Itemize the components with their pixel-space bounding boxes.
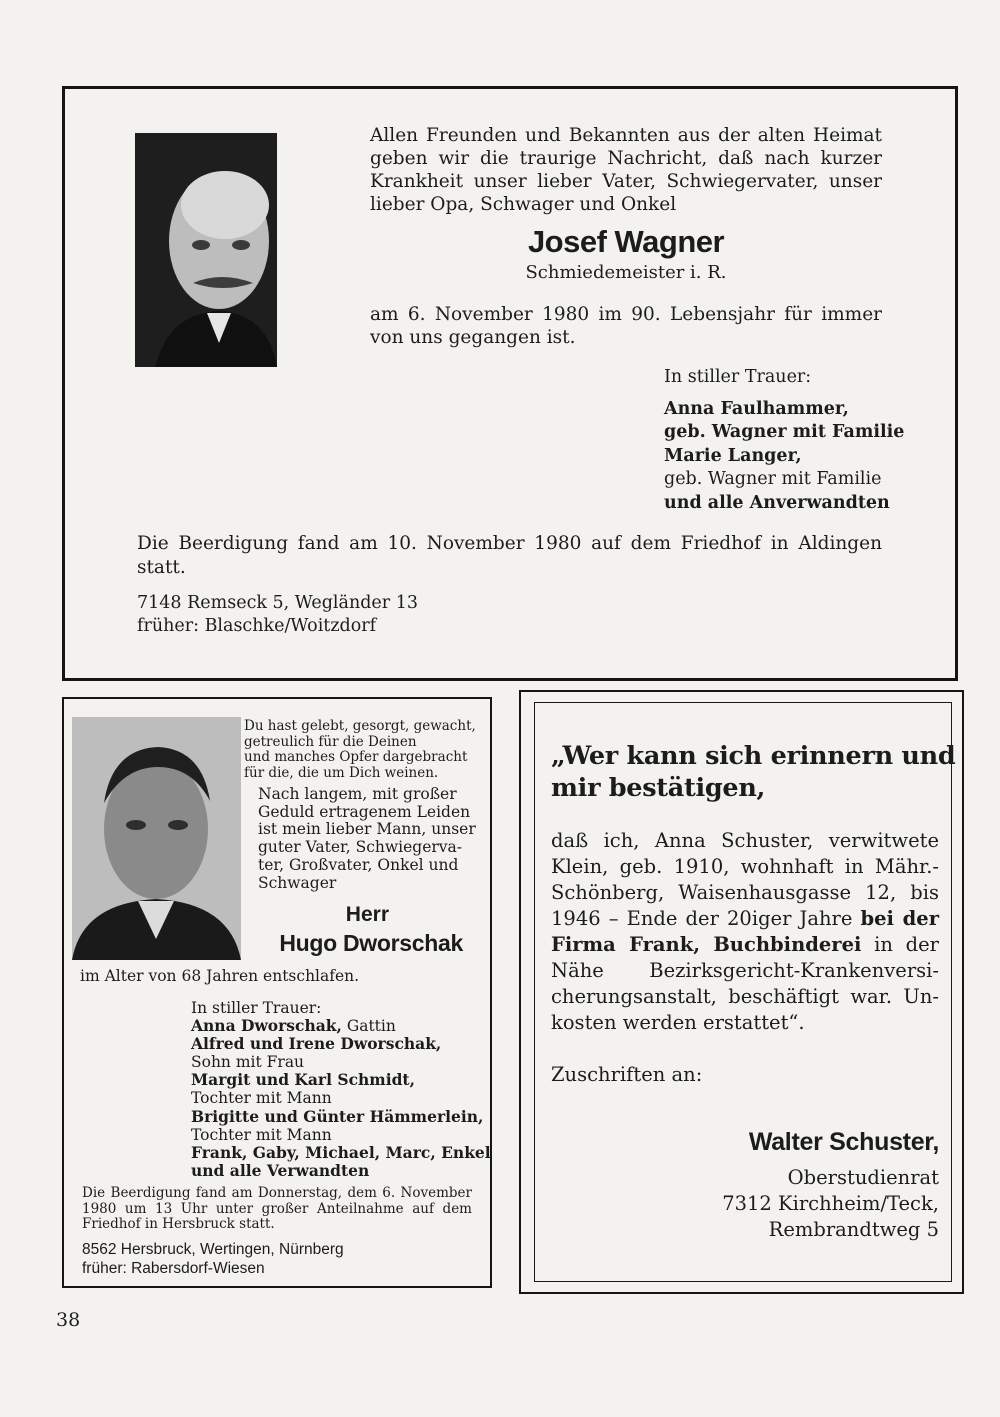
reply-label: Zuschriften an:: [551, 1063, 703, 1086]
mourners-block: [664, 366, 904, 515]
age-line: im Alter von 68 Jahren entschlafen.: [80, 967, 360, 985]
deceased-title: Schmiedemeister i. R.: [525, 262, 727, 283]
poem-line: für die, die um Dich weinen.: [244, 764, 439, 781]
body-line: Firma Frank, Buchbinderei in der: [551, 933, 939, 956]
notice1-death-text: [370, 303, 882, 349]
search-body: [551, 828, 939, 1036]
notice2-line: ist mein lieber Mann, unser: [258, 820, 476, 839]
portrait-photo-hugo-dworschak: [72, 717, 241, 960]
mourning-heading-2: In stiller Trauer:: [191, 999, 322, 1017]
headline-line: mir bestätigen,: [551, 773, 766, 803]
mourner-line: geb. Wagner mit Familie: [664, 469, 882, 489]
headline-line: „Wer kann sich erinnern und: [551, 741, 956, 771]
body-line: daß ich, Anna Schuster, verwitwete: [551, 829, 939, 852]
former-home-2: früher: Rabersdorf-Wiesen: [82, 1260, 265, 1277]
notice2-line: guter Vater, Schwiegerva-: [258, 838, 463, 857]
notice2-line: ter, Großvater, Onkel und: [258, 855, 459, 874]
notice2-text: [258, 786, 476, 892]
body-line: kosten werden erstattet“.: [551, 1011, 805, 1034]
address: 7148 Remseck 5, Wegländer 13: [137, 593, 418, 613]
intro-line: Allen Freunden und Bekannten aus der alten Heimat: [370, 125, 882, 146]
intro-line: lieber Opa, Schwager und Onkel: [370, 194, 677, 215]
mourner-line: geb. Wagner mit Familie: [664, 422, 905, 442]
page-number: 38: [56, 1309, 81, 1331]
mourner-line-2: und alle Verwandten: [191, 1160, 370, 1180]
body-line: Nähe Bezirksgericht-Krankenversi-: [551, 959, 939, 982]
funeral-line: statt.: [137, 557, 186, 578]
poem-line: und manches Opfer dargebracht: [244, 749, 468, 765]
funeral-text: [137, 532, 882, 580]
mourners-block-2: [191, 999, 491, 1180]
mourner-line-2: Brigitte und Günter Hämmerlein,: [191, 1106, 484, 1126]
deceased-name-2: Hugo Dworschak: [279, 930, 463, 956]
notice2-line: Geduld ertragenem Leiden: [258, 802, 471, 821]
salutation: Herr: [345, 903, 389, 926]
contact-city: 7312 Kirchheim/Teck,: [722, 1192, 939, 1215]
contact-name: Walter Schuster,: [748, 1128, 939, 1156]
funeral-line-2: Die Beerdigung fand am Donnerstag, dem 6. November: [82, 1185, 472, 1201]
address-block-2: [82, 1240, 344, 1278]
funeral-line-2: Friedhof in Hersbruck statt.: [82, 1216, 275, 1232]
body-line: Klein, geb. 1910, wohnhaft in Mähr.-: [551, 855, 939, 878]
mourner-line: Marie Langer,: [664, 445, 802, 466]
mourner-line-2: Tochter mit Mann: [191, 1125, 332, 1144]
intro-line: Krankheit unser lieber Vater, Schwiegervater, unser: [370, 171, 882, 192]
mourner-line-2: Tochter mit Mann: [191, 1089, 332, 1108]
intro-line: geben wir die traurige Nachricht, daß nach kurzer: [370, 148, 882, 169]
mourning-heading: In stiller Trauer:: [664, 367, 812, 387]
mourner-line-2: Margit und Karl Schmidt,: [191, 1070, 415, 1090]
mourner-line: und alle Anverwandten: [664, 492, 890, 513]
deceased-name: Josef Wagner: [527, 224, 725, 259]
death-line: am 6. November 1980 im 90. Lebensjahr für immer: [370, 304, 882, 325]
mourner-line-2: Frank, Gaby, Michael, Marc, Enkel: [191, 1142, 491, 1162]
portrait-photo-josef-wagner: [135, 133, 277, 367]
notice2-line: Schwager: [258, 873, 337, 892]
mourner-line-2: Sohn mit Frau: [191, 1053, 305, 1072]
memorial-poem: [244, 719, 476, 781]
body-line: Schönberg, Waisenhausgasse 12, bis: [551, 881, 939, 904]
funeral-line: Die Beerdigung fand am 10. November 1980 auf dem Friedhof in Aldingen: [137, 533, 882, 554]
mourner-line-2: Anna Dworschak, Gattin: [191, 1016, 396, 1036]
body-line: 1946 – Ende der 20iger Jahre bei der: [551, 907, 939, 930]
mourner-line-2: Alfred und Irene Dworschak,: [191, 1034, 442, 1054]
contact-details: [551, 1165, 939, 1243]
search-headline: [551, 740, 955, 804]
contact-title: Oberstudienrat: [787, 1166, 939, 1189]
funeral-line-2: 1980 um 13 Uhr unter großer Anteilnahme auf dem: [82, 1200, 472, 1217]
poem-line: Du hast gelebt, gesorgt, gewacht,: [244, 718, 476, 734]
poem-line: getreulich für die Deinen: [244, 733, 417, 750]
address-2: 8562 Hersbruck, Wertingen, Nürnberg: [82, 1241, 344, 1258]
death-line: von uns gegangen ist.: [370, 327, 576, 348]
funeral-text-2: [82, 1186, 472, 1233]
notice1-intro: [370, 124, 882, 216]
mourner-line: Anna Faulhammer,: [664, 398, 849, 419]
body-line: cherungsanstalt, beschäftigt war. Un-: [551, 985, 939, 1008]
former-home: früher: Blaschke/Woitzdorf: [137, 616, 377, 636]
contact-street: Rembrandtweg 5: [768, 1218, 939, 1241]
notice2-line: Nach langem, mit großer: [258, 785, 457, 803]
address-block: [137, 592, 418, 638]
